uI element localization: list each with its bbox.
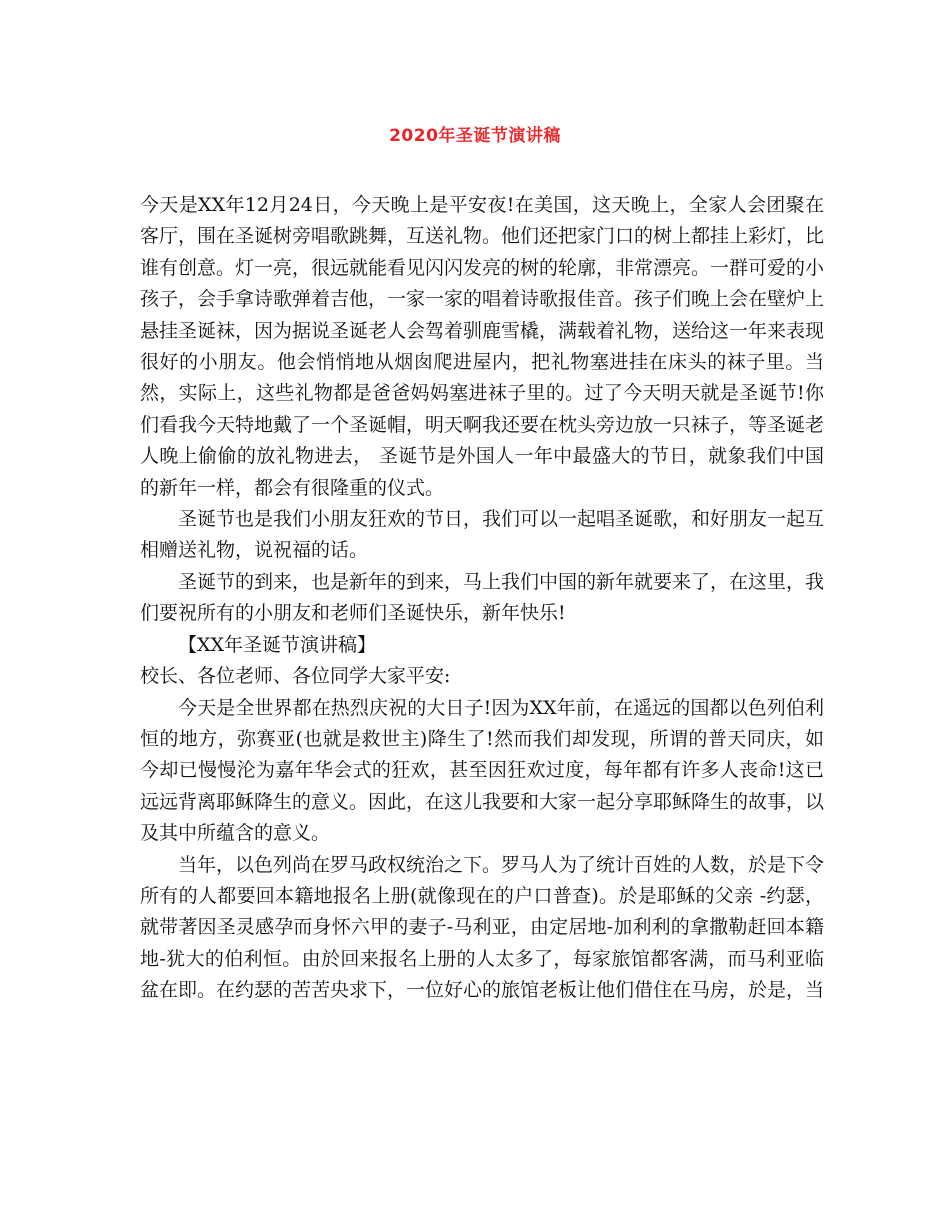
paragraph-2: 圣诞节也是我们小朋友狂欢的节日，我们可以一起唱圣诞歌，和好朋友一起互相赠送礼物，说祝福的话。: [140, 508, 825, 562]
paragraph-4: 今天是全世界都在热烈庆祝的大日子!因为XX年前，在遥远的国都以色列伯利恒的地方，弥赛亚(也就是救世主)降生了!然而我们却发现，所谓的普天同庆，如今却已慢慢沦为嘉年华会式的狂欢，甚至因狂欢过度，每年都有许多人丧命!这已远远背离耶稣降生的意义。因此，在这儿我要和大家一起分享耶稣降生的故事，以及其中所蕴含的意义。: [140, 696, 825, 845]
section-heading: 【XX年圣诞节演讲稿】: [178, 633, 377, 656]
document-body: [140, 190, 824, 1007]
paragraph-3: 圣诞节的到来，也是新年的到来，马上我们中国的新年就要来了，在这里，我们要祝所有的小朋友和老师们圣诞快乐，新年快乐!: [140, 570, 825, 625]
paragraph-5: 当年，以色列尚在罗马政权统治之下。罗马人为了统计百姓的人数，於是下令所有的人都要回本籍地报名上册(就像现在的户口普查)。於是耶稣的父亲 -约瑟，就带著因圣灵感孕而身怀六甲的妻子-马利亚，由定居地-加利利的拿撒勒赶回本籍地-犹大的伯利恒。由於回来报名上册的人太多了，每家旅馆都客满，而马利亚临盆在即。在约瑟的苦苦央求下，一位好心的旅馆老板让他们借住在马房，於是，当: [140, 853, 825, 1002]
paragraph-1: 今天是XX年12月24日，今天晚上是平安夜!在美国，这天晚上，全家人会团聚在客厅，围在圣诞树旁唱歌跳舞，互送礼物。他们还把家门口的树上都挂上彩灯，比谁有创意。灯一亮，很远就能看见闪闪发亮的树的轮廓，非常漂亮。一群可爱的小孩子，会手拿诗歌弹着吉他，一家一家的唱着诗歌报佳音。孩子们晚上会在壁炉上悬挂圣诞袜，因为据说圣诞老人会驾着驯鹿雪橇，满载着礼物，送给这一年来表现很好的小朋友。他会悄悄地从烟囱爬进屋内，把礼物塞进挂在床头的袜子里。当然，实际上，这些礼物都是爸爸妈妈塞进袜子里的。过了今天明天就是圣诞节!你们看我今天特地戴了一个圣诞帽，明天啊我还要在枕头旁边放一只袜子，等圣诞老人晚上偷偷的放礼物进去， 圣诞节是外国人一年中最盛大的节日，就象我们中国的新年一样，都会有很隆重的仪式。: [140, 194, 825, 499]
page-title: 2020年圣诞节演讲稿: [389, 126, 561, 146]
salutation: 校长、各位老师、各位同学大家平安:: [140, 665, 451, 688]
